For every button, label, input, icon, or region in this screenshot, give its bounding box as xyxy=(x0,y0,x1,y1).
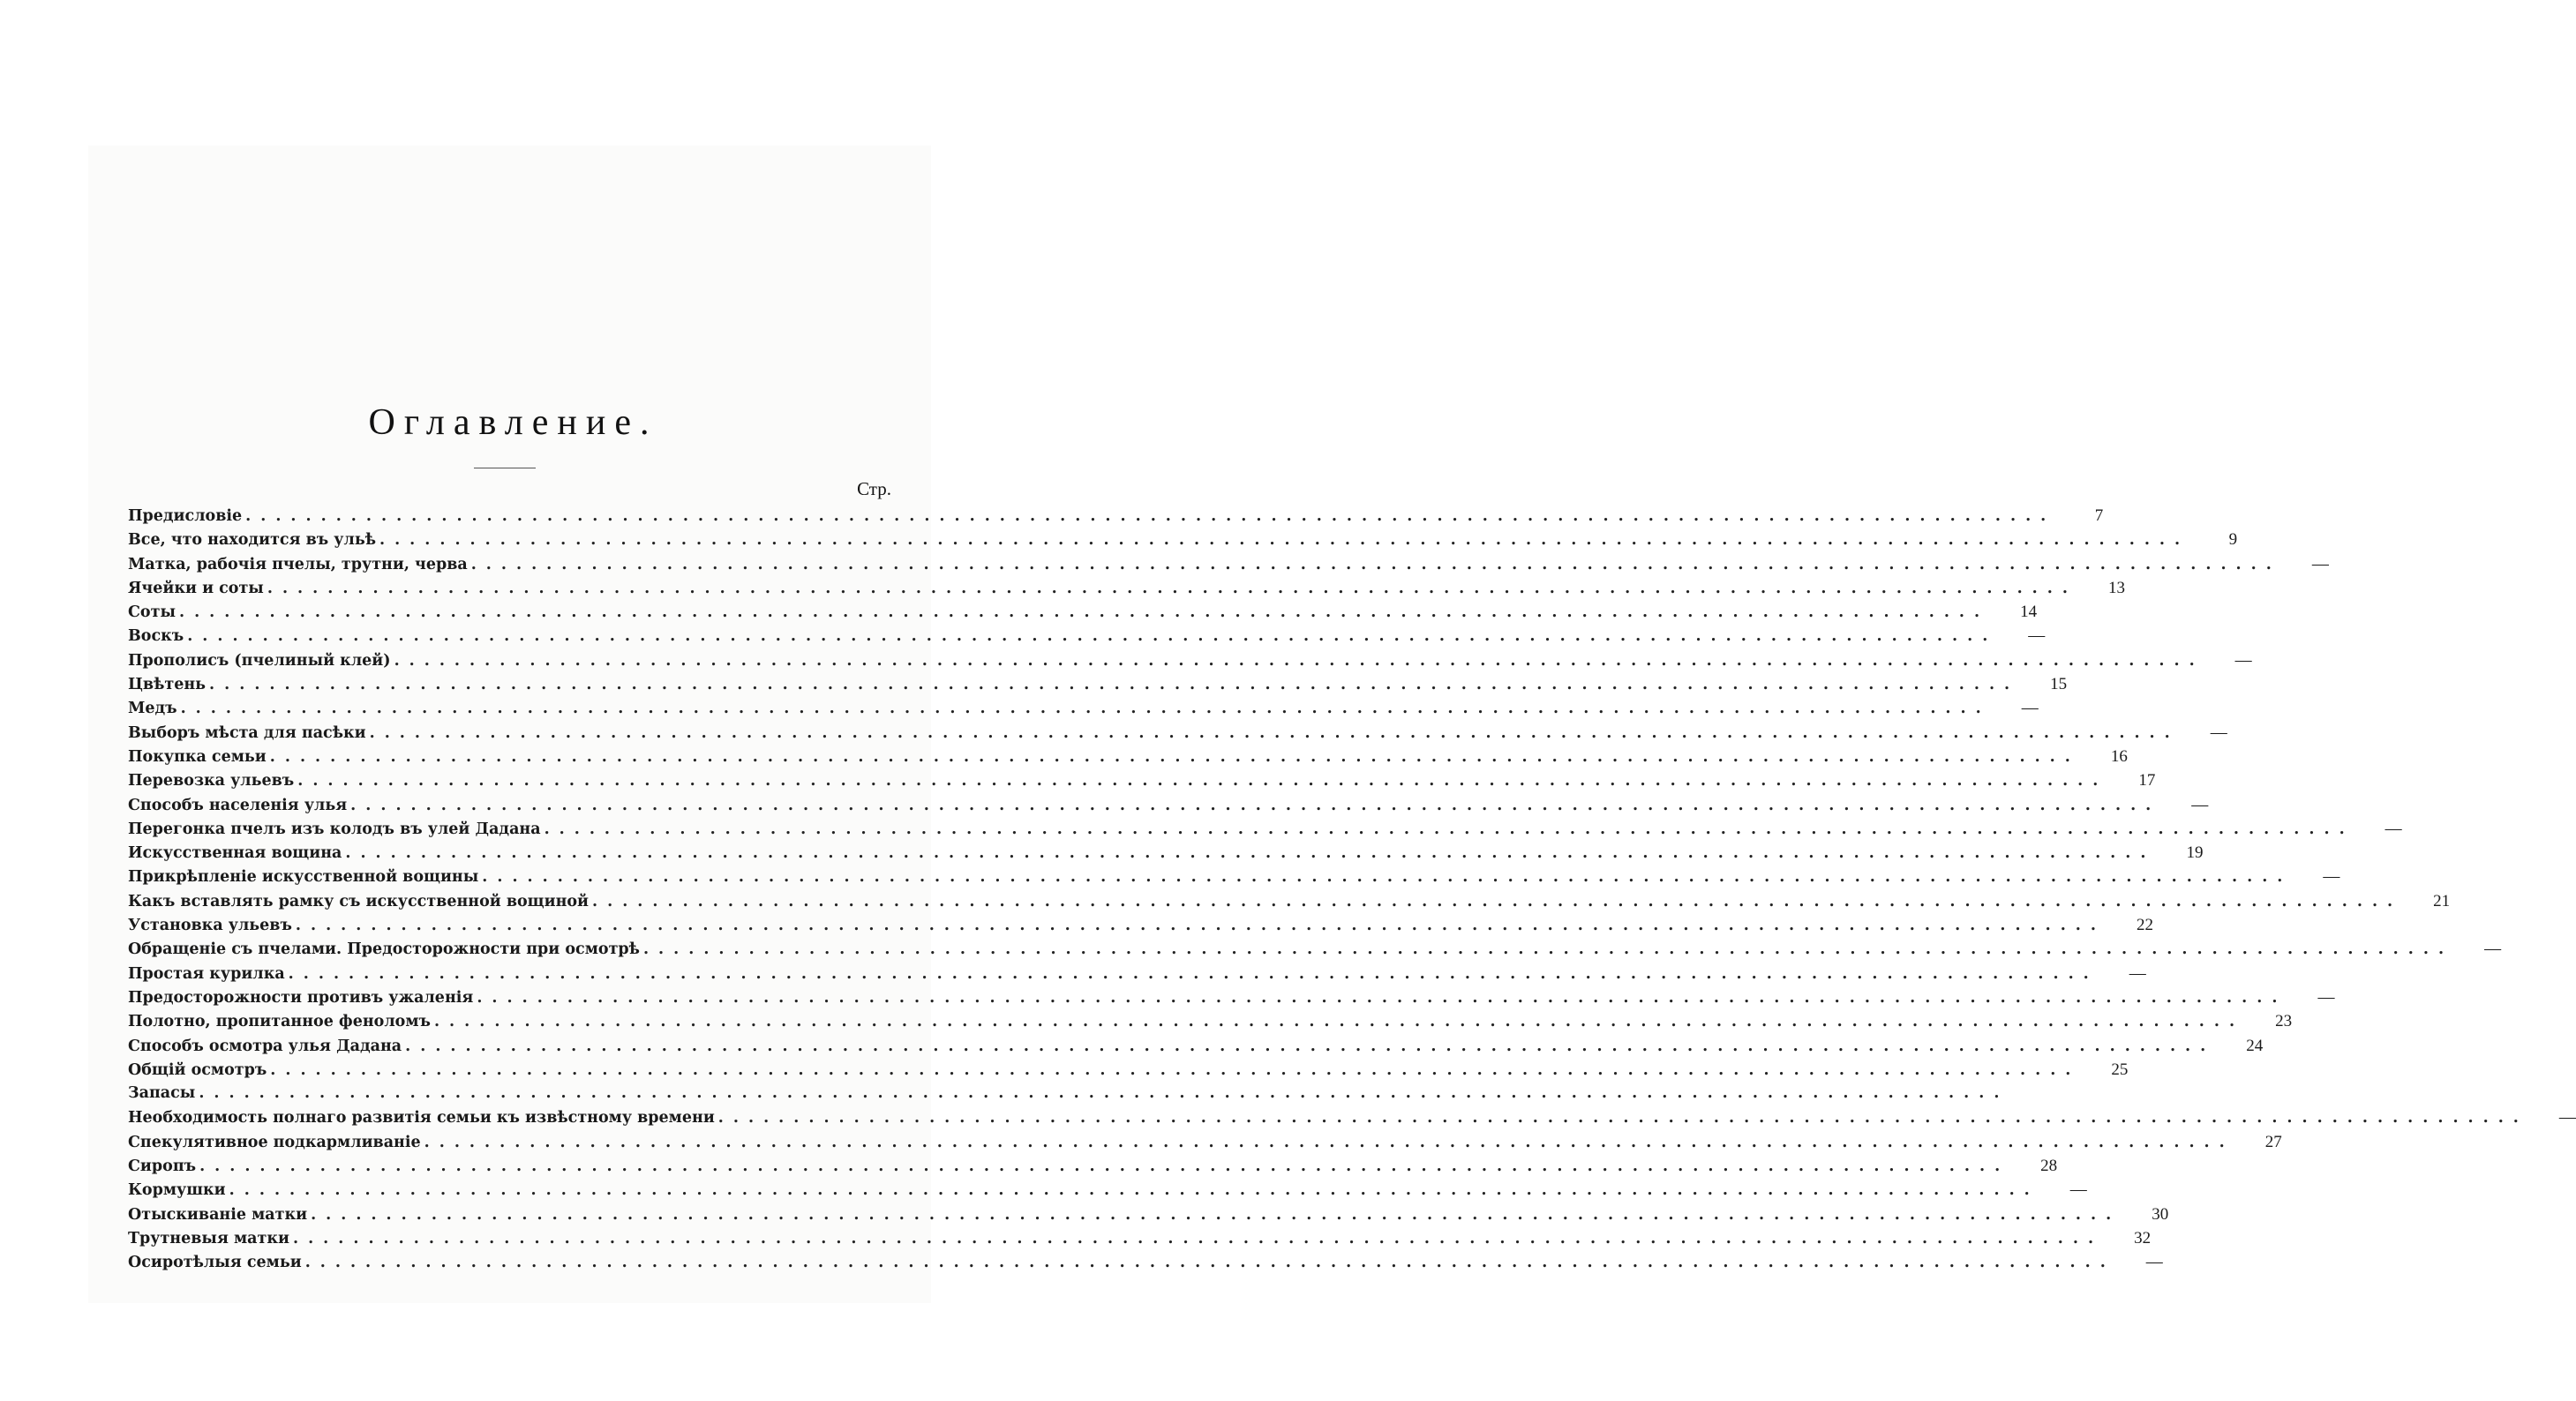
toc-entry xyxy=(128,603,2038,626)
toc-entry xyxy=(128,578,2125,603)
dot-leader: ........................................................................................................................ xyxy=(544,820,2354,838)
dot-leader: ........................................................................................................................ xyxy=(270,1060,2081,1079)
toc-entry xyxy=(128,1228,2152,1253)
dot-leader: ........................................................................................................................ xyxy=(292,1229,2104,1247)
toc-entry-page: 15 xyxy=(2050,675,2068,694)
toc-entry-title: Полотно, пропитанное феноломъ xyxy=(128,1013,431,1031)
toc-entry xyxy=(128,699,2039,723)
dot-leader: ........................................................................................................................ xyxy=(229,1181,2039,1200)
toc-entry-title: Выборъ мѣста для пасѣки xyxy=(128,723,366,742)
toc-entry-page: 13 xyxy=(2107,578,2125,597)
toc-entry-title: Соты xyxy=(128,603,176,622)
dot-leader: ........................................................................................................................ xyxy=(245,507,2056,525)
toc-entry-title: Способъ населенія улья xyxy=(128,796,348,814)
toc-entry xyxy=(128,771,2156,795)
toc-entry xyxy=(128,963,2146,988)
dot-leader: ........................................................................................................................ xyxy=(297,772,2108,790)
toc-entry xyxy=(128,506,2104,530)
toc-entry xyxy=(128,891,2451,916)
dot-leader: ........................................................................................................................ xyxy=(369,723,2180,742)
page-column-header: Стр. xyxy=(857,478,891,499)
toc-entry xyxy=(128,1157,2058,1180)
toc-entry xyxy=(128,746,2128,771)
toc-entry-page: — xyxy=(2323,867,2340,887)
toc-entry-page: — xyxy=(2021,699,2039,718)
toc-entry-page: — xyxy=(2311,554,2329,573)
toc-entry-title: Кормушки xyxy=(128,1181,226,1200)
toc-entry-title: Запасы xyxy=(128,1084,196,1103)
toc-entry xyxy=(128,843,2204,867)
toc-entry-page: — xyxy=(2558,1108,2576,1128)
toc-entry xyxy=(128,940,2502,963)
toc-entry-title: Ячейки и соты xyxy=(128,579,264,597)
toc-entry-page: — xyxy=(2484,940,2502,959)
toc-entry-page: 30 xyxy=(2152,1204,2169,1224)
toc-entry-page: 22 xyxy=(2137,916,2153,935)
dot-leader: ........................................................................................................................ xyxy=(269,747,2080,766)
toc-entry-title: Предисловіе xyxy=(128,507,243,525)
page-title: Оглавление. xyxy=(368,402,658,443)
dot-leader: ........................................................................................................................ xyxy=(350,796,2161,814)
toc-entry-title: Обращеніе съ пчелами. Предосторожности при осмотрѣ xyxy=(128,940,640,959)
dot-leader: ........................................................................................................................ xyxy=(394,651,2204,670)
toc-entry-title: Сиропъ xyxy=(128,1158,197,1176)
toc-entry-title: Спекулятивное подкармливаніе xyxy=(128,1133,421,1151)
dot-leader: ........................................................................................................................ xyxy=(187,627,1998,646)
toc-entry xyxy=(128,795,2209,820)
dot-leader: ........................................................................................................................ xyxy=(379,531,2190,550)
dot-leader: ........................................................................................................................ xyxy=(642,940,2454,959)
toc-entry-page: 27 xyxy=(2264,1132,2282,1151)
toc-entry-title: Перевозка ульевъ xyxy=(128,772,295,790)
toc-entry-title: Предосторожности противъ ужаленія xyxy=(128,988,474,1007)
toc-entry xyxy=(128,819,2402,843)
toc-entry-title: Матка, рабочія пчелы, трутни, черва xyxy=(128,555,468,573)
toc-entry-page: 23 xyxy=(2275,1012,2293,1031)
toc-entry xyxy=(128,1036,2264,1060)
toc-entry-page: 21 xyxy=(2433,891,2451,910)
dot-leader: ........................................................................................................................ xyxy=(470,555,2281,573)
toc-entry xyxy=(128,554,2329,579)
dot-leader: ........................................................................................................................ xyxy=(477,988,2287,1007)
dot-leader: ........................................................................................................................ xyxy=(288,964,2099,983)
toc-entry-page: — xyxy=(2129,963,2146,983)
toc-entry-title: Какъ вставлять рамку съ искусственной вощиной xyxy=(128,892,590,910)
toc-entry-page: 25 xyxy=(2111,1060,2129,1079)
dot-leader: ........................................................................................................................ xyxy=(482,868,2293,887)
toc-entry xyxy=(128,1204,2169,1229)
toc-entry-page: 19 xyxy=(2186,843,2204,863)
toc-entry-title: Трутневыя матки xyxy=(128,1229,289,1247)
toc-entry-title: Воскъ xyxy=(128,627,184,646)
dot-leader: ........................................................................................................................ xyxy=(717,1109,2528,1128)
dot-leader: ........................................................................................................................ xyxy=(209,676,2020,694)
toc-entry-title: Простая курилка xyxy=(128,964,285,983)
toc-entry-title: Общій осмотръ xyxy=(128,1060,267,1079)
toc-entry-title: Прополисъ (пчелиный клей) xyxy=(128,651,391,670)
dot-leader: ........................................................................................................................ xyxy=(180,700,1991,718)
toc-entry xyxy=(128,987,2335,1012)
toc-entry-title: Осиротѣлыя семьи xyxy=(128,1254,302,1272)
dot-leader: ........................................................................................................................ xyxy=(199,1084,2009,1103)
toc-entry-title: Прикрѣпленіе искусственной вощины xyxy=(128,868,479,887)
toc-entry-page: — xyxy=(2191,795,2209,814)
toc-entry-title: Цвѣтень xyxy=(128,676,207,694)
toc-entry xyxy=(128,650,2252,675)
toc-entry xyxy=(128,723,2227,747)
toc-entry-title: Перегонка пчелъ изъ колодъ въ улей Дадана xyxy=(128,820,541,838)
toc-entry-title: Необходимость полнаго развитія семьи къ извѣстному времени xyxy=(128,1109,715,1128)
toc-entry xyxy=(128,675,2068,699)
toc-entry-page: 14 xyxy=(2020,603,2038,622)
dot-leader: ........................................................................................................................ xyxy=(199,1158,2010,1176)
dot-leader: ........................................................................................................................ xyxy=(424,1133,2234,1151)
toc-entry xyxy=(128,626,2046,650)
toc-entry xyxy=(128,867,2340,891)
dot-leader: ........................................................................................................................ xyxy=(267,579,2077,597)
toc-entry-page: — xyxy=(2069,1180,2087,1200)
dot-leader: ........................................................................................................................ xyxy=(592,892,2403,910)
toc-entry-title: Покупка семьи xyxy=(128,747,267,766)
dot-leader: ........................................................................................................................ xyxy=(179,603,1990,622)
toc-entry-title: Способъ осмотра улья Дадана xyxy=(128,1037,402,1055)
toc-entry-title: Отыскиваніе матки xyxy=(128,1205,308,1224)
toc-entry-page: — xyxy=(2384,819,2402,838)
toc-entry xyxy=(128,1253,2163,1277)
dot-leader: ........................................................................................................................ xyxy=(304,1254,2115,1272)
toc-entry xyxy=(128,1012,2293,1036)
toc-entry-page: 16 xyxy=(2110,746,2128,766)
toc-entry xyxy=(128,1132,2282,1157)
toc-entry-page: 28 xyxy=(2040,1157,2058,1176)
toc-entry-title: Медъ xyxy=(128,700,177,718)
toc-entry-page: — xyxy=(2234,650,2252,670)
toc-entry xyxy=(128,1180,2087,1204)
toc-entry xyxy=(128,530,2238,554)
dot-leader: ........................................................................................................................ xyxy=(405,1037,2216,1055)
toc-entry xyxy=(128,916,2153,940)
toc-entry-title: Искусственная вощина xyxy=(128,844,342,863)
toc-entry-page: — xyxy=(2145,1253,2163,1272)
table-of-contents xyxy=(128,506,2576,1277)
toc-entry-page: 24 xyxy=(2246,1036,2264,1055)
toc-entry-page: — xyxy=(2210,723,2227,742)
dot-leader: ........................................................................................................................ xyxy=(295,917,2106,935)
toc-entry xyxy=(128,1060,2129,1084)
dot-leader: ........................................................................................................................ xyxy=(433,1013,2245,1031)
toc-entry-page: — xyxy=(2028,626,2046,646)
toc-entry xyxy=(128,1108,2576,1132)
dot-leader: ........................................................................................................................ xyxy=(311,1205,2122,1224)
toc-entry xyxy=(128,1084,2009,1108)
toc-entry-page: 9 xyxy=(2228,530,2238,550)
toc-entry-page: 32 xyxy=(2134,1228,2152,1247)
toc-entry-page: 17 xyxy=(2138,771,2156,790)
toc-entry-title: Все, что находится въ ульѣ xyxy=(128,531,376,550)
toc-entry-title: Установка ульевъ xyxy=(128,917,292,935)
toc-entry-page: 7 xyxy=(2094,506,2104,525)
dot-leader: ........................................................................................................................ xyxy=(345,844,2156,863)
toc-entry-page: — xyxy=(2317,987,2335,1007)
